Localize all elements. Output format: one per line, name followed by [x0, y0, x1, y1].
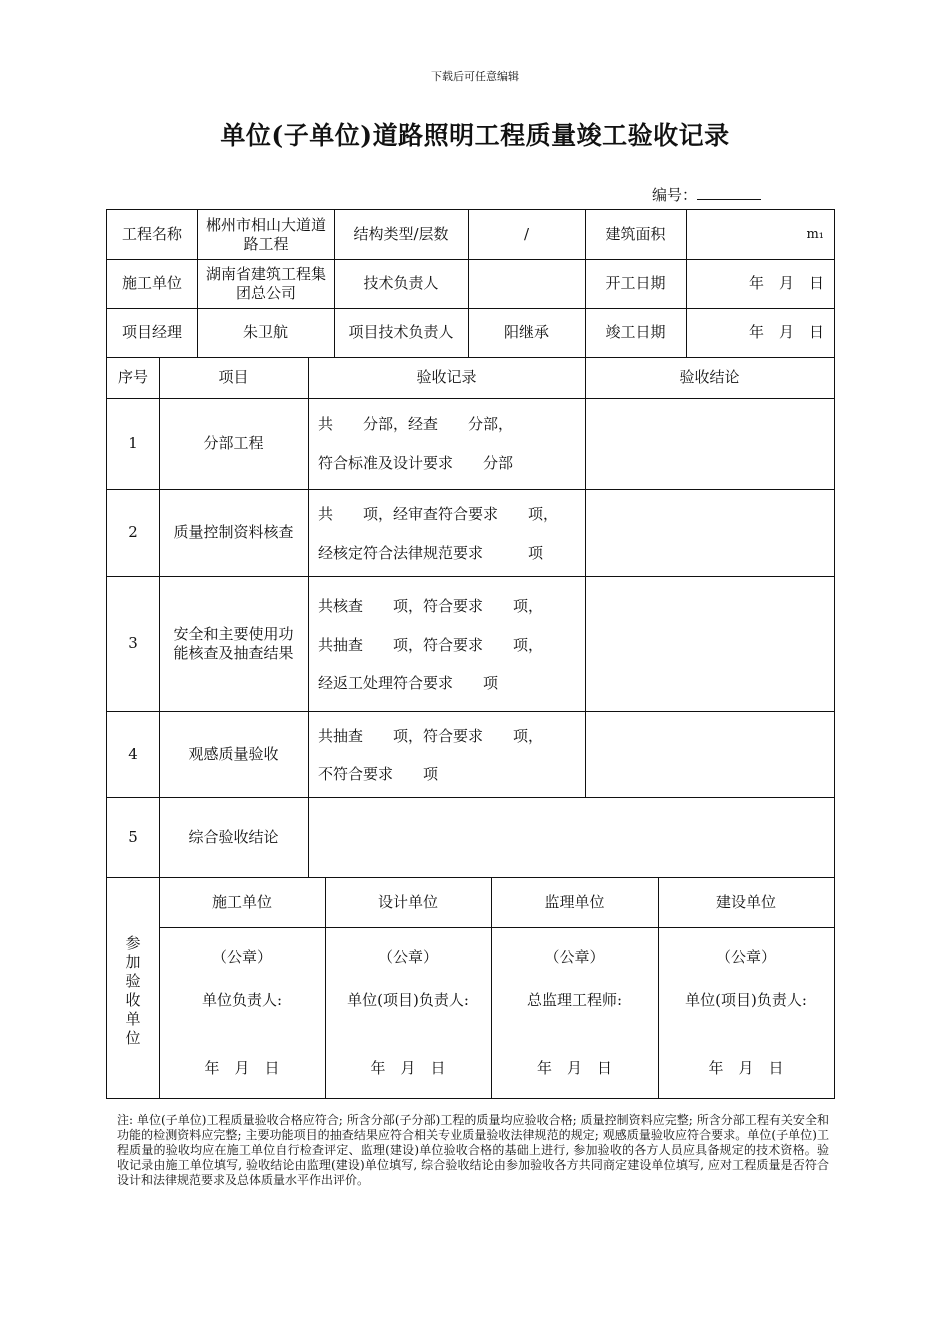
unit-name-contractor: 施工单位	[211, 892, 272, 911]
record-line[interactable]: 共 项，经审查符合要求 项，	[318, 505, 559, 523]
row-item: 安全和主要使用功能核查及抽查结果	[173, 624, 294, 662]
col-header-item: 项目	[218, 368, 249, 386]
serial-blank[interactable]	[697, 185, 761, 200]
project-tech-lead-label: 项目技术负责人	[348, 323, 454, 341]
header-note: 下载后可任意编辑	[431, 70, 519, 83]
signer-field[interactable]: 总监理工程师:	[526, 991, 623, 1009]
contractor-label: 施工单位	[121, 274, 182, 292]
record-line[interactable]: 经核定符合法律规范要求 项	[318, 544, 544, 562]
conclusion-cell[interactable]	[585, 489, 834, 576]
unit-name-designer: 设计单位	[377, 892, 438, 911]
project-name-value[interactable]: 郴州市相山大道道路工程	[205, 215, 326, 253]
area-label: 建筑面积	[605, 225, 666, 243]
official-seal: （公章）	[544, 948, 605, 966]
col-header-record: 验收记录	[416, 368, 477, 386]
footnote: 注: 单位(子单位)工程质量验收合格应符合; 所含分部(子分部)工程的质量均应验收合格; 质量控制资料应完整; 所含分部工程有关安全和功能的检测资料应完整; 主要功能项目的抽查结果应符合相关专业质量验收法律规范的规定; 观感质量验收应符合要求。单位(子单位)工程质量的验收均应在施工单位自行检查评定、监理(建设)单位验收合格的基础上进行, 参加验收的各方人员应具备规定的技术资格。验收记录由施工单位填写, 验收结论由监理(建设)单位填写, 综合验收结论由参加验收各方共同商定建设单位填写, 应对工程质量是否符合设计和法律规范要求及总体质量水平作出评价。	[117, 1113, 829, 1187]
sign-date[interactable]: 年 月 日	[708, 1059, 784, 1077]
col-header-no: 序号	[117, 368, 148, 386]
row-item: 分部工程	[203, 434, 264, 452]
record-line[interactable]: 共核查 项，符合要求 项，	[318, 597, 544, 615]
sign-date[interactable]: 年 月 日	[536, 1059, 612, 1077]
acceptance-table	[106, 209, 835, 1099]
unit-name-owner: 建设单位	[715, 892, 776, 911]
row-number: 5	[128, 827, 138, 846]
project-name-label: 工程名称	[121, 225, 182, 243]
overall-conclusion-cell[interactable]	[308, 797, 834, 877]
serial-number-field[interactable]	[652, 184, 761, 205]
end-date-value[interactable]: 年 月 日	[748, 323, 824, 341]
tech-lead-label: 技术负责人	[363, 274, 439, 292]
page-title: 单位(子单位)道路照明工程质量竣工验收记录	[220, 121, 730, 150]
structure-label: 结构类型/层数	[353, 225, 449, 243]
conclusion-cell[interactable]	[585, 576, 834, 711]
sign-date[interactable]: 年 月 日	[204, 1059, 280, 1077]
row-number: 1	[128, 434, 138, 452]
row-item: 综合验收结论	[188, 827, 279, 846]
official-seal: （公章）	[715, 948, 776, 966]
unit-name-supervisor: 监理单位	[544, 892, 605, 911]
record-line[interactable]: 符合标准及设计要求 分部	[318, 454, 514, 472]
row-number: 3	[128, 634, 138, 652]
structure-value[interactable]: /	[523, 225, 530, 243]
participants-label-char: 收	[125, 991, 141, 1009]
sign-date[interactable]: 年 月 日	[370, 1059, 446, 1077]
record-line[interactable]: 不符合要求 项	[318, 765, 439, 783]
pm-value[interactable]: 朱卫航	[242, 323, 288, 341]
conclusion-cell[interactable]	[585, 711, 834, 797]
participants-label-char: 参	[125, 934, 141, 952]
signer-field[interactable]: 单位(项目)负责人:	[685, 991, 807, 1009]
pm-label: 项目经理	[121, 323, 182, 341]
row-item: 观感质量验收	[188, 744, 279, 763]
record-line[interactable]: 共抽查 项，符合要求 项，	[318, 727, 544, 745]
row-number: 4	[128, 744, 138, 763]
serial-label: 编号：	[652, 186, 698, 204]
conclusion-cell[interactable]	[585, 398, 834, 489]
record-line[interactable]: 共 分部，经查 分部，	[318, 415, 514, 433]
col-header-conclusion: 验收结论	[679, 368, 740, 386]
participants-label-char: 单	[125, 1010, 141, 1028]
row-number: 2	[128, 523, 138, 541]
official-seal: （公章）	[211, 948, 272, 966]
area-value[interactable]: m₁	[806, 227, 824, 242]
project-tech-lead-value[interactable]: 阳继承	[503, 323, 549, 341]
record-line[interactable]: 经返工处理符合要求 项	[318, 674, 499, 692]
official-seal: （公章）	[377, 948, 438, 966]
row-item: 质量控制资料核查	[173, 523, 294, 541]
row-divider	[159, 927, 834, 928]
tech-lead-value[interactable]	[468, 259, 585, 308]
end-date-label: 竣工日期	[605, 323, 666, 341]
participants-label-char: 验	[125, 972, 141, 990]
contractor-value[interactable]: 湖南省建筑工程集团总公司	[205, 264, 326, 302]
signer-field[interactable]: 单位(项目)负责人:	[347, 991, 469, 1009]
signer-field[interactable]: 单位负责人:	[201, 991, 283, 1009]
start-date-value[interactable]: 年 月 日	[748, 274, 824, 292]
participants-label-char: 位	[125, 1029, 141, 1047]
start-date-label: 开工日期	[605, 274, 666, 292]
participants-label-char: 加	[125, 953, 141, 971]
record-line[interactable]: 共抽查 项，符合要求 项，	[318, 636, 544, 654]
